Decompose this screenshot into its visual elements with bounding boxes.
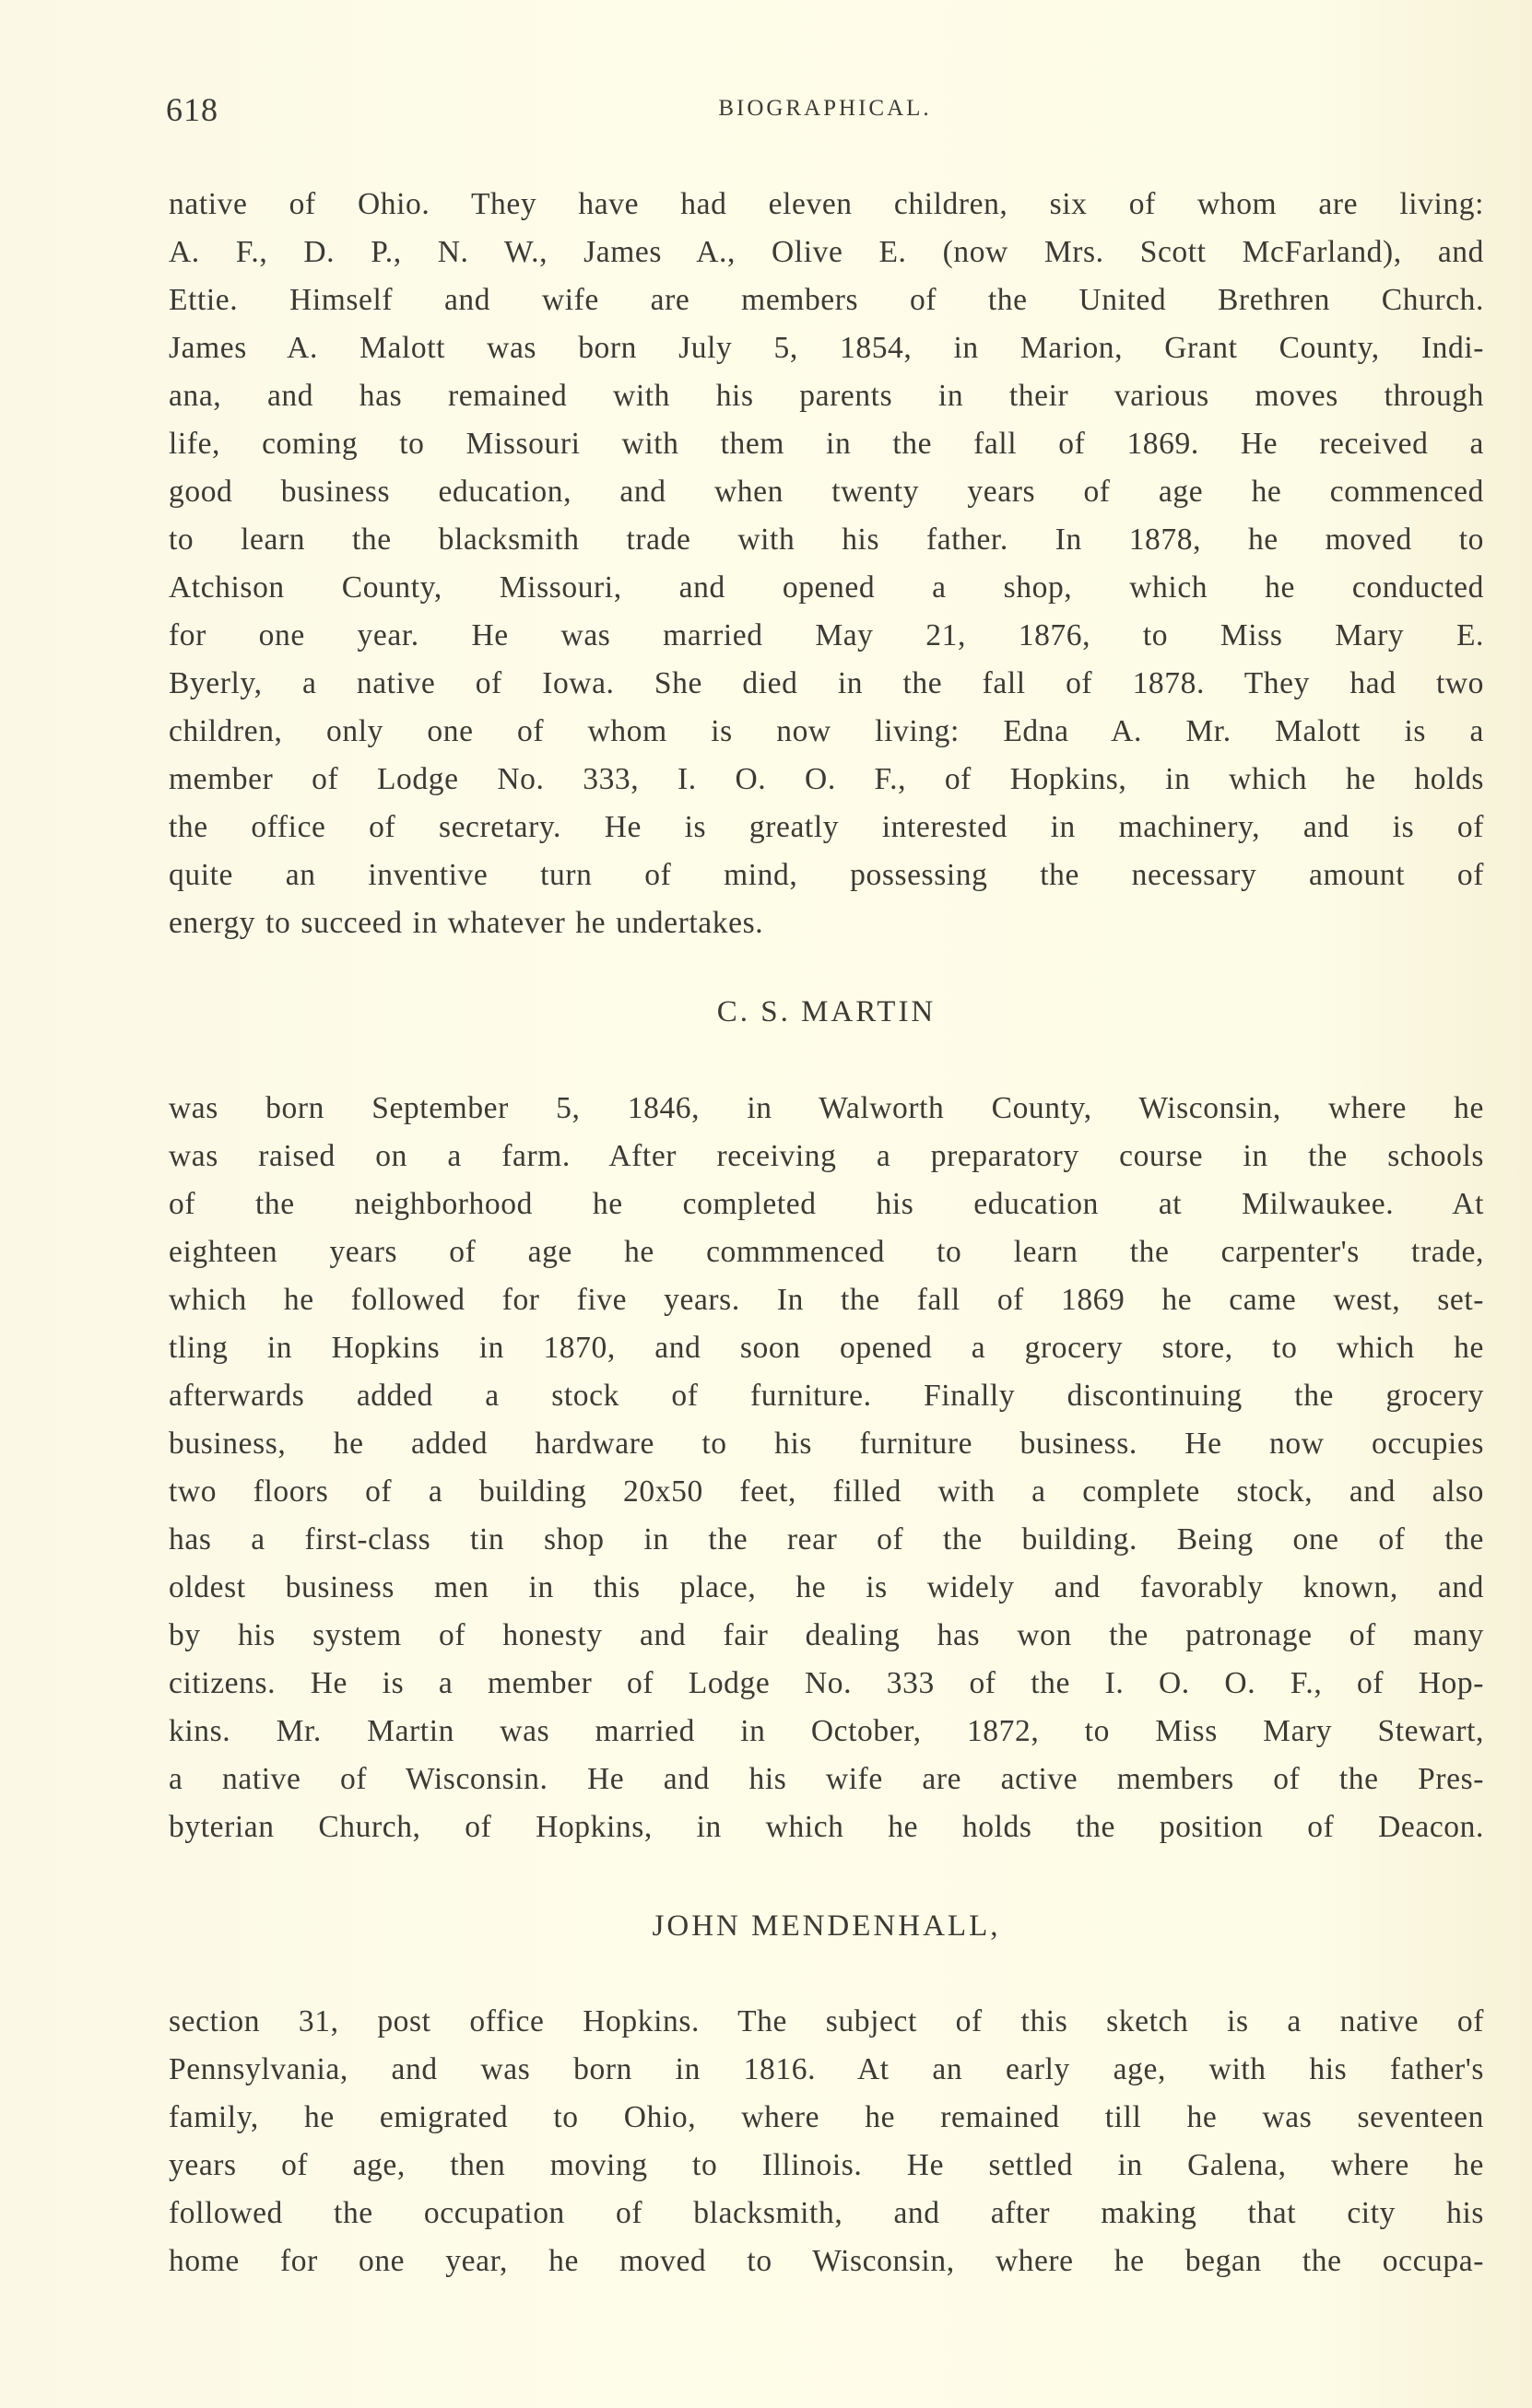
text-line: A. F., D. P., N. W., James A., Olive E. (now Mrs. Scott McFarland), and [169,235,1484,269]
text-line: family, he emigrated to Ohio, where he remained till he was seventeen [169,2100,1484,2134]
text-line: business, he added hardware to his furniture business. He now occupies [169,1427,1484,1461]
text-line: children, only one of whom is now living: Edna A. Mr. Malott is a [169,714,1484,748]
running-title: BIOGRAPHICAL. [718,96,932,121]
text-line: native of Ohio. They have had eleven children, six of whom are living: [169,187,1484,221]
text-line: the office of secretary. He is greatly interested in machinery, and is of [169,810,1484,844]
text-line: of the neighborhood he completed his education at Milwaukee. At [169,1187,1484,1221]
text-line: Byerly, a native of Iowa. She died in the fall of 1878. They had two [169,666,1484,700]
text-line: byterian Church, of Hopkins, in which he holds the position of Deacon. [169,1810,1484,1844]
section-heading-mendenhall: JOHN MENDENHALL, [652,1909,1001,1943]
text-line: life, coming to Missouri with them in the fall of 1869. He received a [169,427,1484,461]
text-line: two floors of a building 20x50 feet, filled with a complete stock, and also [169,1474,1484,1509]
running-head [166,90,1484,136]
text-line: for one year. He was married May 21, 1876, to Miss Mary E. [169,618,1484,652]
text-line: ana, and has remained with his parents in their various moves through [169,379,1484,413]
text-line: quite an inventive turn of mind, possessing the necessary amount of [169,858,1484,892]
biography-martin [169,1085,1484,1851]
text-line: citizens. He is a member of Lodge No. 333 of the I. O. O. F., of Hop- [169,1666,1484,1700]
text-line: was raised on a farm. After receiving a preparatory course in the schools [169,1139,1484,1173]
text-line: eighteen years of age he commmenced to learn the carpenter's trade, [169,1235,1484,1269]
biography-malott-continued [169,181,1484,947]
text-line: afterwards added a stock of furniture. Finally discontinuing the grocery [169,1379,1484,1413]
text-line: energy to succeed in whatever he undertakes. [169,906,764,940]
text-line: tling in Hopkins in 1870, and soon opened a grocery store, to which he [169,1331,1484,1365]
text-line: oldest business men in this place, he is widely and favorably known, and [169,1570,1484,1604]
text-line: years of age, then moving to Illinois. He settled in Galena, where he [169,2148,1484,2182]
text-line: kins. Mr. Martin was married in October, 1872, to Miss Mary Stewart, [169,1714,1484,1748]
text-line: James A. Malott was born July 5, 1854, in Marion, Grant County, Indi- [169,331,1484,365]
text-line: a native of Wisconsin. He and his wife are active members of the Pres- [169,1762,1484,1796]
text-line: by his system of honesty and fair dealing has won the patronage of many [169,1618,1484,1652]
text-line: member of Lodge No. 333, I. O. O. F., of Hopkins, in which he holds [169,762,1484,796]
text-line: good business education, and when twenty years of age he commenced [169,475,1484,509]
biography-mendenhall [169,1998,1484,2285]
text-line: Atchison County, Missouri, and opened a shop, which he conducted [169,570,1484,605]
text-line: which he followed for five years. In the fall of 1869 he came west, set- [169,1283,1484,1317]
text-line: section 31, post office Hopkins. The subject of this sketch is a native of [169,2004,1484,2038]
text-line: Ettie. Himself and wife are members of the United Brethren Church. [169,283,1484,317]
text-line: to learn the blacksmith trade with his father. In 1878, he moved to [169,523,1484,557]
text-line: Pennsylvania, and was born in 1816. At an early age, with his father's [169,2052,1484,2086]
page-number: 618 [166,91,218,128]
text-line: followed the occupation of blacksmith, and after making that city his [169,2196,1484,2230]
text-line: has a first-class tin shop in the rear of the building. Being one of the [169,1522,1484,1556]
section-heading-martin: C. S. MARTIN [716,995,937,1028]
text-line: was born September 5, 1846, in Walworth County, Wisconsin, where he [169,1091,1484,1125]
text-line: home for one year, he moved to Wisconsin, where he began the occupa- [169,2244,1484,2278]
